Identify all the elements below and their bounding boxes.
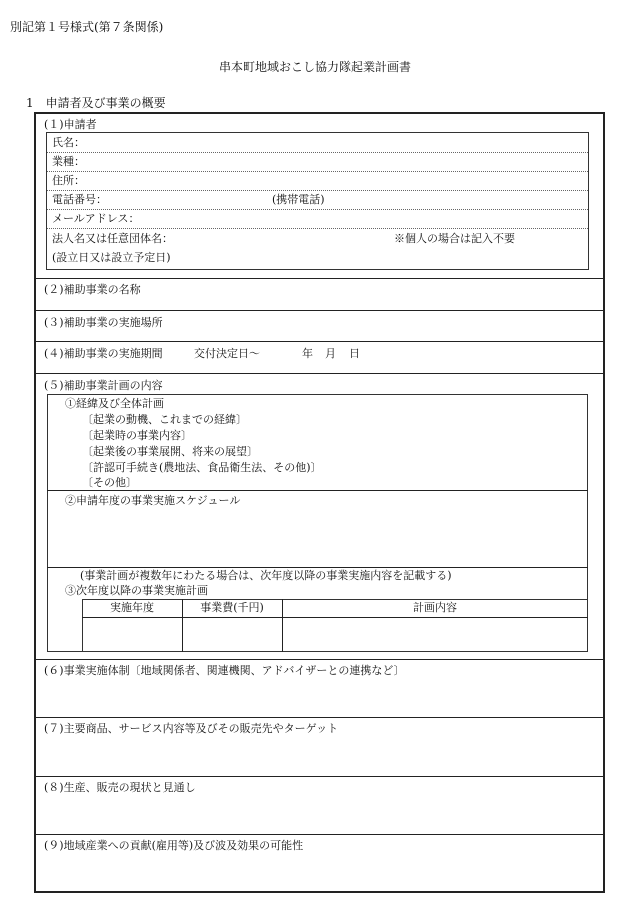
period-year: 年 <box>302 347 313 360</box>
name-line <box>47 152 588 153</box>
address-label: 住所： <box>52 174 85 187</box>
overall-plan-heading: ①経緯及び全体計画 <box>65 397 164 410</box>
overall-item: 〔起業時の事業内容〕 <box>82 429 192 442</box>
plan-divider-2 <box>47 567 588 568</box>
period-start: 交付決定日～ <box>194 347 260 360</box>
divider-3 <box>34 341 605 342</box>
form-label: 別記第１号様式(第７条関係) <box>10 20 164 34</box>
overall-item: 〔起業後の事業展開、将来の展望〕 <box>82 445 258 458</box>
overall-item: 〔その他〕 <box>82 476 137 489</box>
page-title: 串本町地域おこし協力隊起業計画書 <box>218 60 411 74</box>
overall-item: 〔許認可手続き(農地法、食品衛生法、その他)〕 <box>82 461 322 474</box>
email-line <box>47 228 588 229</box>
plan-divider-1 <box>47 490 588 491</box>
applicant-heading: (１)申請者 <box>44 118 97 131</box>
email-label: メールアドレス： <box>52 212 140 225</box>
divider-7 <box>34 776 605 777</box>
divider-6 <box>34 717 605 718</box>
established-label: (設立日又は設立予定日) <box>52 251 171 264</box>
divider-2 <box>34 310 605 311</box>
schedule-heading: ②申請年度の事業実施スケジュール <box>65 494 241 507</box>
table-header-year: 実施年度 <box>110 601 154 614</box>
corp-note: ※個人の場合は記入不要 <box>394 232 515 245</box>
industry-label: 業種： <box>52 155 85 168</box>
table-header-content: 計画内容 <box>413 601 457 614</box>
section-8-heading: (８)生産、販売の現状と見通し <box>44 781 196 794</box>
period-day: 日 <box>349 347 360 360</box>
name-label: 氏名： <box>52 136 85 149</box>
section-2-heading: (２)補助事業の名称 <box>44 283 141 296</box>
section-heading: 1 申請者及び事業の概要 <box>26 96 166 110</box>
section-3-heading: (３)補助事業の実施場所 <box>44 316 163 329</box>
section-6-heading: (６)事業実施体制〔地域関係者、関連機関、アドバイザーとの連携など〕 <box>44 664 405 677</box>
table-header-cost: 事業費(千円) <box>200 601 264 614</box>
section-7-heading: (７)主要商品、サービス内容等及びその販売先やターゲット <box>44 722 339 735</box>
divider-1 <box>34 278 605 279</box>
next-year-heading: ③次年度以降の事業実施計画 <box>65 584 208 597</box>
section-4-heading: (４)補助事業の実施期間 <box>44 347 163 360</box>
mobile-label: (携帯電話) <box>272 193 325 206</box>
divider-4 <box>34 373 605 374</box>
address-line <box>47 190 588 191</box>
industry-line <box>47 171 588 172</box>
period-month: 月 <box>325 347 336 360</box>
overall-item: 〔起業の動機、これまでの経緯〕 <box>82 413 247 426</box>
table-header-line <box>82 617 588 618</box>
section-5-heading: (５)補助事業計画の内容 <box>44 379 163 392</box>
multi-year-note: (事業計画が複数年にわたる場合は、次年度以降の事業実施内容を記載する) <box>80 569 452 582</box>
phone-line <box>47 209 588 210</box>
divider-8 <box>34 834 605 835</box>
section-9-heading: (９)地域産業への貢献(雇用等)及び波及効果の可能性 <box>44 839 304 852</box>
phone-label: 電話番号： <box>52 193 107 206</box>
corp-name-label: 法人名又は任意団体名： <box>52 232 173 245</box>
divider-5 <box>34 659 605 660</box>
